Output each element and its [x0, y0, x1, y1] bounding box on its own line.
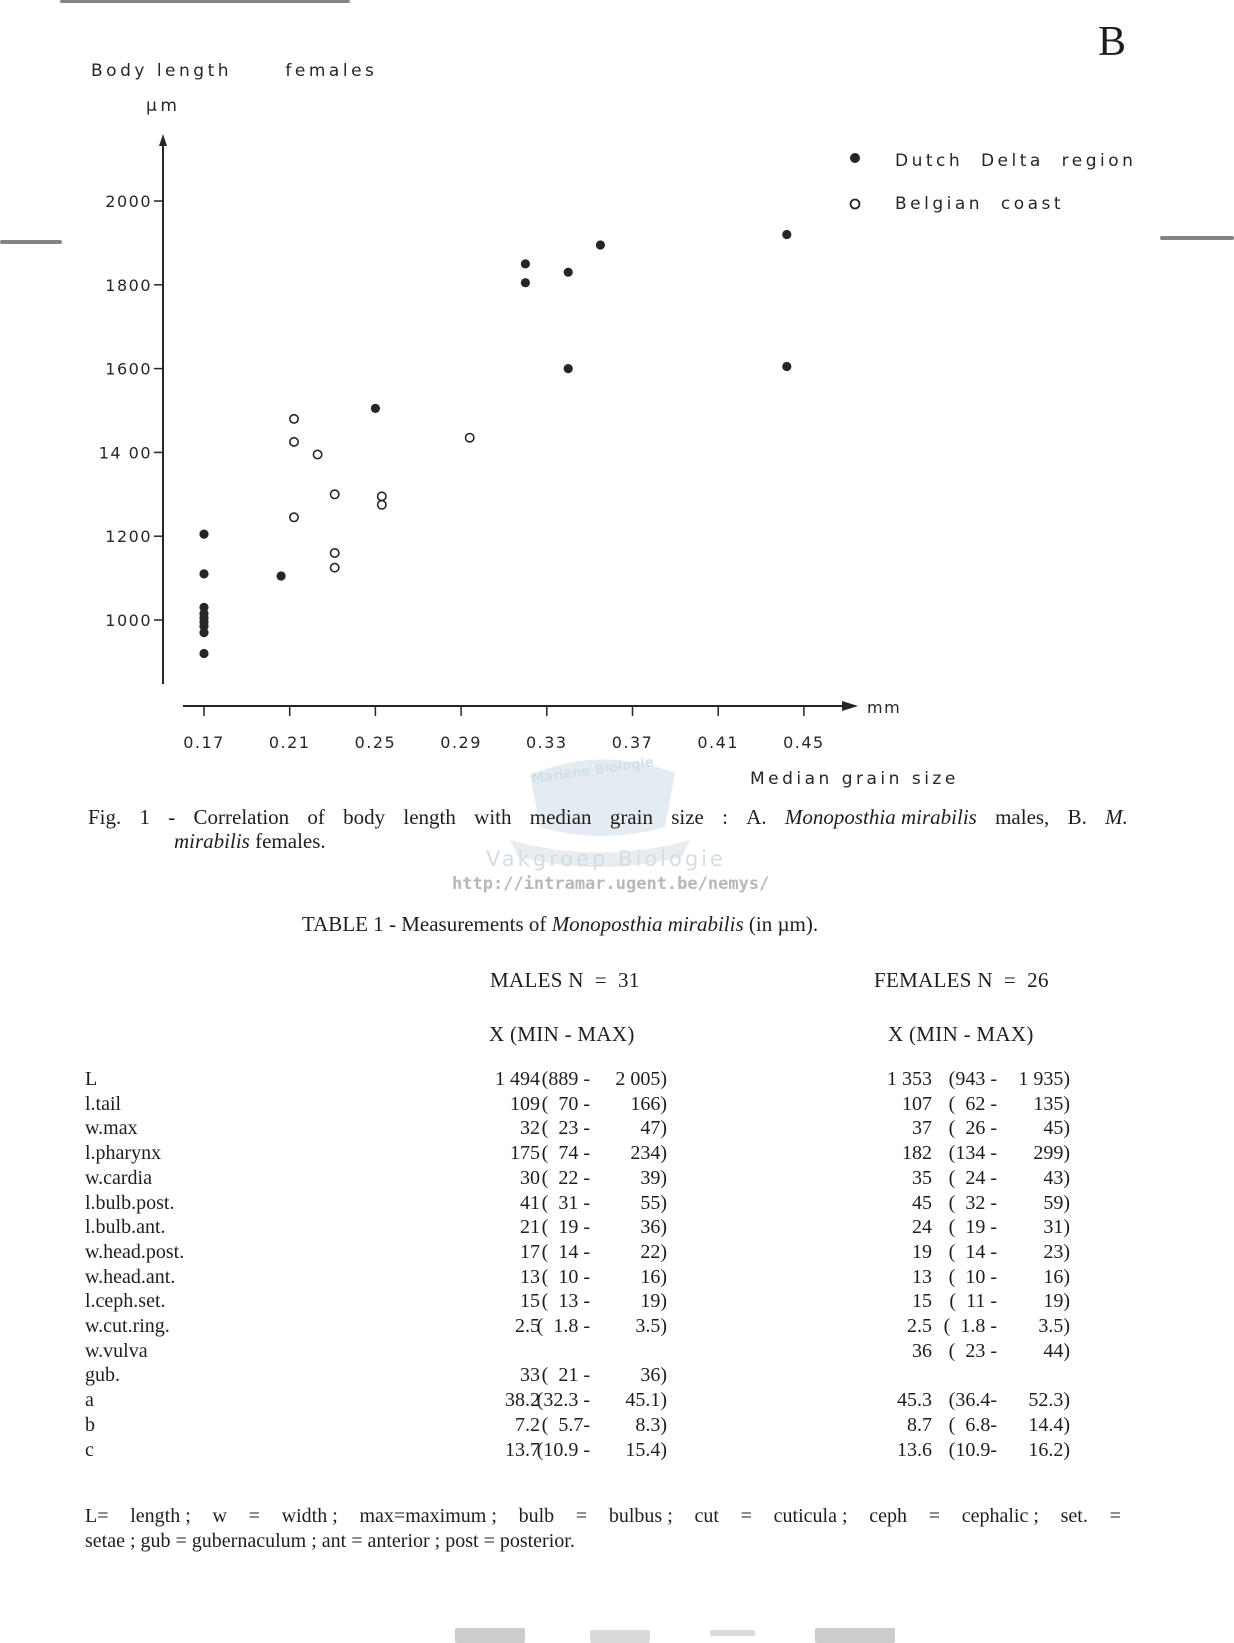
males-max-cell: 47) — [640, 1117, 667, 1140]
dutch-delta-point — [199, 530, 208, 539]
males-min-cell: ( 13 - — [541, 1290, 590, 1313]
females-mean-cell: 19 — [912, 1240, 932, 1263]
males-mean-cell: 38.2 — [505, 1389, 540, 1412]
females-max-cell: 43) — [1043, 1166, 1070, 1189]
row-label: l.ceph.set. — [85, 1290, 166, 1313]
table-title-prefix: TABLE 1 - Measurements of — [302, 912, 552, 936]
females-max-cell: 19) — [1043, 1290, 1070, 1313]
watermark-group: Vakgroep Biologie — [486, 847, 726, 871]
dutch-delta-point — [782, 362, 791, 371]
females-max-cell: 3.5) — [1038, 1315, 1070, 1337]
row-label: w.cardia — [85, 1166, 152, 1189]
males-mean-cell: 17 — [520, 1240, 540, 1263]
table-title — [302, 912, 818, 937]
belgian-coast-point — [378, 492, 386, 500]
footnote-word: = — [1109, 1505, 1121, 1527]
males-max-cell: 166) — [630, 1092, 667, 1115]
caption-word: body — [343, 805, 386, 829]
caption-word: median — [529, 805, 592, 829]
caption-word: : — [722, 805, 728, 829]
females-mean-cell: 182 — [902, 1142, 932, 1165]
y-tick-label: 1000 — [105, 611, 152, 630]
females-mean-cell: 13.6 — [897, 1438, 932, 1461]
females-header: FEMALES N = 26 — [874, 968, 1049, 992]
males-min-cell: ( 31 - — [541, 1191, 590, 1214]
females-max-cell: 16) — [1043, 1265, 1070, 1288]
females-min-cell: (36.4- — [948, 1389, 997, 1412]
watermark-url: http://intramar.ugent.be/nemys/ — [452, 874, 770, 894]
footnote-word: = — [575, 1505, 588, 1527]
males-max-cell: 22) — [640, 1240, 667, 1263]
females-min-cell: ( 32 - — [948, 1191, 997, 1214]
x-tick-label: 0.29 — [440, 733, 482, 752]
males-min-cell: ( 10 - — [541, 1265, 590, 1288]
dutch-delta-point — [521, 259, 530, 268]
males-min-cell: ( 21 - — [541, 1364, 590, 1387]
row-label: a — [85, 1389, 94, 1412]
caption-line-2 — [88, 829, 1128, 853]
footnote-word: = — [248, 1505, 260, 1527]
y-axis-arrow — [159, 134, 167, 146]
females-subheader: X (MIN - MAX) — [888, 1022, 1034, 1046]
females-mean-cell: 36 — [912, 1339, 932, 1362]
females-mean-cell: 24 — [912, 1216, 932, 1239]
females-min-cell: ( 26 - — [948, 1117, 997, 1140]
females-min-cell: ( 6.8- — [948, 1413, 997, 1436]
footnote-word: w — [212, 1505, 227, 1527]
footnote-word: bulb — [518, 1505, 555, 1527]
table-footnote — [85, 1504, 1121, 1554]
males-mean-cell: 109 — [510, 1092, 540, 1115]
dutch-delta-point — [782, 230, 791, 239]
dutch-delta-point — [199, 569, 208, 578]
females-mean-cell: 37 — [912, 1117, 932, 1140]
females-min-cell: ( 23 - — [948, 1339, 997, 1362]
footnote-word: set. — [1060, 1505, 1088, 1527]
legend-dutch-label: Dutch Delta region — [895, 151, 1137, 171]
females-min-cell: ( 11 - — [949, 1290, 997, 1313]
males-header: MALES N = 31 — [490, 968, 640, 992]
table-title-species: Monoposthia mirabilis — [551, 912, 744, 936]
females-mean-cell: 35 — [912, 1166, 932, 1189]
x-axis-unit: mm — [867, 698, 902, 717]
y-tick-label: 2000 — [105, 192, 152, 211]
males-max-cell: 19) — [640, 1290, 667, 1313]
dutch-delta-point — [277, 571, 286, 580]
footnote-word: ceph — [869, 1505, 907, 1527]
caption-word: Fig. — [88, 805, 122, 829]
males-subheader: X (MIN - MAX) — [489, 1022, 635, 1046]
y-tick-label: 14 00 — [98, 443, 152, 463]
row-label: L — [85, 1068, 98, 1090]
belgian-coast-point — [290, 513, 298, 521]
row-label: b — [85, 1413, 95, 1436]
females-mean-cell: 8.7 — [907, 1413, 932, 1436]
x-axis-arrow — [842, 701, 858, 711]
females-max-cell: 45) — [1043, 1117, 1070, 1140]
males-max-cell: 16) — [640, 1265, 667, 1288]
row-label: l.bulb.ant. — [85, 1216, 166, 1239]
scan-edge-mark-bottom-4 — [815, 1628, 895, 1643]
caption-word: B. — [1067, 805, 1087, 829]
males-max-cell: 36) — [640, 1364, 667, 1387]
males-min-cell: ( 22 - — [541, 1166, 590, 1189]
footnote-word: width ; — [281, 1505, 338, 1527]
x-tick-label: 0.25 — [354, 733, 397, 752]
caption-word: females. — [249, 829, 326, 853]
caption-species: Monoposthia mirabilis — [784, 805, 977, 829]
x-tick-label: 0.41 — [697, 733, 740, 752]
males-min-cell: ( 14 - — [541, 1240, 590, 1263]
row-label: l.tail — [85, 1092, 122, 1115]
males-min-cell: (32.3 - — [536, 1389, 590, 1412]
caption-word: size — [671, 805, 704, 829]
scan-edge-mark-bottom-3 — [710, 1630, 755, 1636]
males-max-cell: 8.3) — [635, 1413, 667, 1436]
x-tick-label: 0.45 — [783, 733, 825, 752]
dutch-delta-point — [564, 268, 573, 277]
footnote-word: cuticula ; — [773, 1505, 848, 1527]
females-max-cell: 16.2) — [1028, 1438, 1070, 1461]
caption-word: Correlation — [193, 805, 290, 829]
females-mean-cell: 2.5 — [907, 1315, 932, 1337]
footnote-line-2: setae ; gub = gubernaculum ; ant = anterior ; post = posterior. — [85, 1530, 575, 1552]
footnote-word: L= — [85, 1505, 109, 1527]
males-max-cell: 39) — [640, 1166, 667, 1189]
females-max-cell: 52.3) — [1028, 1389, 1070, 1412]
males-min-cell: ( 74 - — [541, 1142, 590, 1165]
caption-word: of — [307, 805, 325, 829]
legend-belgian-marker — [851, 200, 860, 209]
males-max-cell: 2 005) — [615, 1068, 667, 1090]
females-max-cell: 1 935) — [1018, 1068, 1070, 1090]
females-max-cell: 44) — [1043, 1339, 1070, 1362]
x-tick-label: 0.37 — [611, 733, 654, 752]
y-tick-label: 1800 — [105, 275, 152, 295]
footnote-word: length ; — [130, 1505, 191, 1527]
males-mean-cell: 21 — [520, 1216, 540, 1239]
caption-species: mirabilis — [174, 829, 250, 853]
males-mean-cell: 7.2 — [515, 1413, 540, 1436]
females-mean-cell: 107 — [902, 1092, 932, 1115]
males-min-cell: (10.9 - — [536, 1438, 590, 1461]
scan-edge-mark-bottom-2 — [590, 1630, 650, 1643]
row-label: w.max — [85, 1117, 138, 1140]
belgian-coast-point — [313, 450, 321, 458]
males-min-cell: ( 23 - — [541, 1117, 590, 1140]
females-mean-cell: 1 353 — [887, 1068, 932, 1090]
row-label: w.head.ant. — [85, 1265, 176, 1288]
males-mean-cell: 1 494 — [495, 1068, 540, 1090]
caption-word: males, — [995, 805, 1050, 829]
table-title-suffix: (in µm). — [743, 912, 819, 936]
scan-edge-mark-bottom-1 — [455, 1628, 525, 1643]
scatter-chart — [0, 0, 1234, 800]
males-min-cell: ( 19 - — [541, 1216, 590, 1239]
watermark-brand: Mariene Biologie — [530, 754, 655, 787]
legend-belgian-label: Belgian coast — [895, 194, 1065, 214]
caption-word: grain — [609, 805, 653, 829]
males-mean-cell: 41 — [520, 1191, 540, 1214]
males-min-cell: ( 1.8 - — [536, 1315, 590, 1337]
dutch-delta-point — [564, 364, 573, 373]
females-min-cell: (943 - — [948, 1068, 997, 1090]
males-mean-cell: 30 — [520, 1166, 540, 1189]
dutch-delta-point — [521, 278, 530, 287]
y-tick-label: 1200 — [105, 527, 152, 547]
belgian-coast-point — [466, 434, 474, 442]
females-mean-cell: 45 — [912, 1191, 932, 1214]
females-max-cell: 14.4) — [1028, 1413, 1070, 1436]
females-mean-cell: 15 — [912, 1290, 932, 1313]
females-min-cell: ( 1.8 - — [943, 1315, 997, 1337]
y-tick-label: 1600 — [105, 359, 152, 379]
caption-word: 1 — [139, 805, 151, 829]
belgian-coast-point — [331, 563, 339, 571]
males-mean-cell: 13 — [520, 1265, 540, 1288]
y-axis-unit: µm — [146, 96, 181, 116]
dutch-delta-point — [199, 649, 208, 658]
figure-caption — [88, 805, 1128, 853]
panel-letter: B — [1098, 19, 1127, 65]
row-label: w.head.post. — [85, 1240, 185, 1263]
row-label: gub. — [85, 1364, 120, 1387]
males-mean-cell: 175 — [510, 1142, 540, 1165]
dutch-delta-point — [596, 240, 605, 249]
males-min-cell: (889 - — [541, 1068, 590, 1090]
x-axis-label: Median grain size — [750, 769, 959, 789]
females-max-cell: 135) — [1033, 1092, 1070, 1115]
females-max-cell: 59) — [1043, 1191, 1070, 1214]
belgian-coast-point — [331, 549, 339, 557]
males-mean-cell: 33 — [520, 1364, 540, 1387]
footnote-line-1 — [85, 1504, 1121, 1529]
caption-word: length — [403, 805, 456, 829]
row-label: l.pharynx — [85, 1142, 162, 1165]
legend-dutch-marker — [850, 153, 860, 163]
males-mean-cell: 2.5 — [515, 1315, 540, 1337]
footnote-word: cephalic ; — [961, 1505, 1039, 1527]
males-max-cell: 3.5) — [635, 1315, 667, 1337]
caption-word: - — [168, 805, 176, 829]
footnote-word: = — [928, 1505, 940, 1527]
females-min-cell: ( 24 - — [948, 1166, 997, 1189]
males-max-cell: 55) — [640, 1191, 667, 1214]
dutch-delta-point — [199, 603, 208, 612]
footnote-word: max=maximum ; — [359, 1505, 497, 1527]
chart-title: Body length females — [91, 61, 378, 81]
belgian-coast-point — [331, 490, 339, 498]
females-min-cell: (134 - — [948, 1142, 997, 1165]
females-min-cell: ( 62 - — [948, 1092, 997, 1115]
belgian-coast-point — [290, 438, 298, 446]
females-mean-cell: 13 — [912, 1265, 932, 1288]
belgian-coast-point — [290, 415, 298, 423]
row-label: w.vulva — [85, 1339, 148, 1362]
x-tick-label: 0.33 — [525, 733, 568, 752]
row-label: w.cut.ring. — [85, 1315, 170, 1337]
females-mean-cell: 45.3 — [897, 1389, 932, 1412]
males-max-cell: 36) — [640, 1216, 667, 1239]
males-mean-cell: 15 — [520, 1290, 540, 1313]
females-min-cell: ( 14 - — [948, 1240, 997, 1263]
dutch-delta-point — [371, 404, 380, 413]
caption-line-1 — [88, 805, 1128, 829]
females-max-cell: 31) — [1043, 1216, 1070, 1239]
row-label: l.bulb.post. — [85, 1191, 175, 1214]
row-label: c — [85, 1438, 94, 1461]
females-max-cell: 299) — [1033, 1142, 1070, 1165]
caption-word: A. — [746, 805, 767, 829]
females-min-cell: (10.9- — [948, 1438, 997, 1461]
caption-word: with — [474, 805, 512, 829]
x-tick-label: 0.21 — [268, 733, 311, 752]
females-min-cell: ( 19 - — [948, 1216, 997, 1239]
caption-species-abbrev: M. — [1105, 805, 1128, 829]
males-max-cell: 15.4) — [625, 1438, 667, 1461]
x-tick-label: 0.17 — [183, 733, 225, 752]
males-min-cell: ( 5.7- — [541, 1413, 590, 1436]
females-min-cell: ( 10 - — [948, 1265, 997, 1288]
footnote-word: cut — [694, 1505, 719, 1527]
males-mean-cell: 32 — [520, 1117, 540, 1140]
males-max-cell: 45.1) — [625, 1389, 667, 1412]
males-min-cell: ( 70 - — [541, 1092, 590, 1115]
belgian-coast-point — [378, 501, 386, 509]
males-mean-cell: 13.7 — [505, 1438, 540, 1461]
footnote-word: = — [740, 1505, 752, 1527]
males-max-cell: 234) — [630, 1142, 667, 1165]
females-max-cell: 23) — [1043, 1240, 1070, 1263]
footnote-word: bulbus ; — [608, 1505, 673, 1527]
